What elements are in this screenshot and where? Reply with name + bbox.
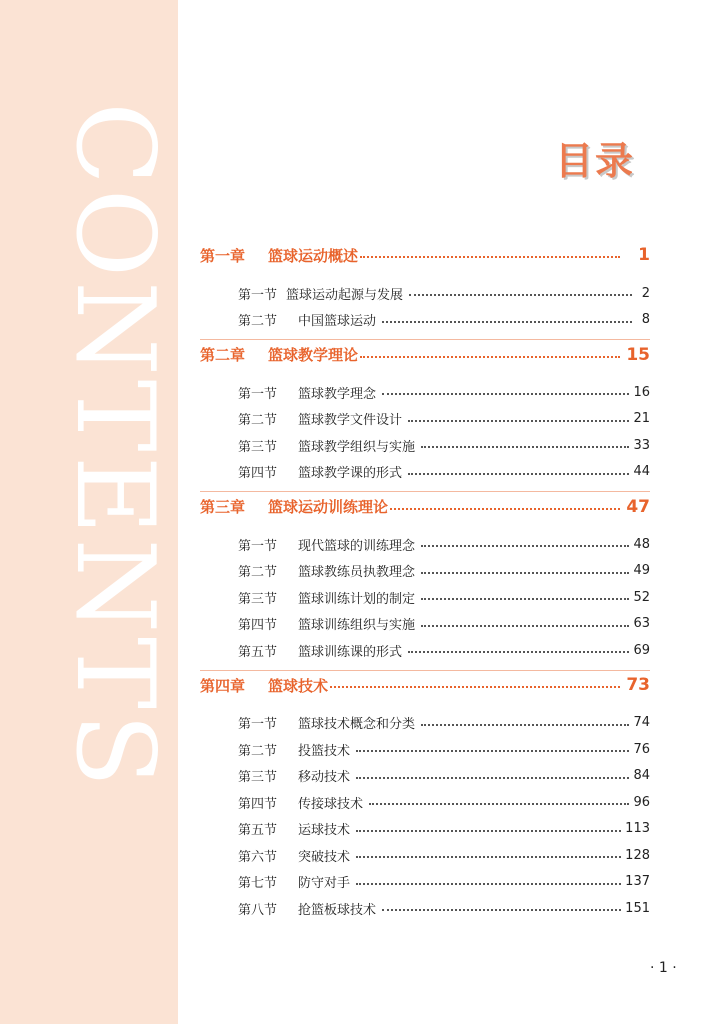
- section-page: 2: [641, 285, 650, 301]
- section-title: 篮球教学理念: [298, 386, 377, 402]
- page-title: 目录: [555, 139, 636, 183]
- section-title: 现代篮球的训练理念: [298, 538, 416, 554]
- dot-leader: [408, 420, 629, 422]
- section-page: 21: [633, 411, 650, 427]
- section-number: 第一节: [238, 538, 278, 554]
- chapter-number: 第三章: [200, 498, 246, 516]
- dot-leader: [356, 830, 621, 832]
- section-page: 74: [633, 715, 650, 731]
- toc-section[interactable]: [200, 307, 650, 334]
- chapter-title: 篮球教学理论: [268, 346, 359, 364]
- section-number: 第三节: [238, 439, 278, 455]
- section-number: 第五节: [238, 644, 278, 660]
- dot-leader: [330, 686, 620, 688]
- section-title: 篮球技术概念和分类: [298, 717, 416, 733]
- section-number: 第四节: [238, 618, 278, 634]
- dot-leader: [356, 750, 629, 752]
- toc-section[interactable]: [200, 763, 650, 790]
- dot-leader: [421, 625, 629, 627]
- toc-chapter-2[interactable]: [200, 339, 650, 369]
- dot-leader: [390, 508, 620, 510]
- toc-section[interactable]: [200, 637, 650, 664]
- dot-leader: [360, 256, 620, 258]
- section-title: 篮球运动起源与发展: [286, 287, 404, 303]
- section-number: 第二节: [238, 314, 278, 330]
- section-title: 防守对手: [298, 876, 351, 892]
- section-number: 第三节: [238, 591, 278, 607]
- section-title: 突破技术: [298, 849, 351, 865]
- toc-section[interactable]: [200, 584, 650, 611]
- toc-section[interactable]: [200, 459, 650, 486]
- section-page: 137: [625, 874, 650, 890]
- toc-section[interactable]: [200, 789, 650, 816]
- section-number: 第四节: [238, 796, 278, 812]
- dot-leader: [356, 883, 621, 885]
- section-page: 49: [633, 563, 650, 579]
- toc-section[interactable]: [200, 869, 650, 896]
- section-page: 44: [633, 464, 650, 480]
- section-page: 76: [633, 741, 650, 757]
- toc-section[interactable]: [200, 280, 650, 307]
- section-page: 8: [641, 312, 650, 328]
- toc-section[interactable]: [200, 432, 650, 459]
- section-page: 113: [625, 821, 650, 837]
- dot-leader: [421, 572, 629, 574]
- dot-leader: [382, 393, 629, 395]
- dot-leader: [409, 294, 632, 296]
- chapter-page: 73: [626, 675, 650, 695]
- section-number: 第五节: [238, 823, 278, 839]
- toc-chapter-1[interactable]: [200, 240, 650, 270]
- section-title: 篮球教学课的形式: [298, 466, 403, 482]
- dot-leader: [369, 803, 629, 805]
- toc-section[interactable]: [200, 611, 650, 638]
- side-band: [0, 0, 178, 1024]
- section-title: 篮球教学组织与实施: [298, 439, 416, 455]
- toc-chapter-3[interactable]: [200, 491, 650, 521]
- chapter-number: 第四章: [200, 676, 246, 695]
- section-number: 第四节: [238, 466, 278, 482]
- toc-section[interactable]: [200, 379, 650, 406]
- section-number: 第二节: [238, 413, 278, 429]
- section-number: 第一节: [238, 386, 278, 402]
- chapter-number: 第二章: [200, 346, 246, 364]
- chapter-number: 第一章: [200, 246, 246, 265]
- section-title: 抢篮板球技术: [298, 902, 377, 918]
- toc-chapter-4[interactable]: [200, 670, 650, 700]
- section-page: 16: [633, 384, 650, 400]
- dot-leader: [421, 598, 629, 600]
- dot-leader: [382, 321, 632, 323]
- chapter-title: 篮球运动训练理论: [268, 498, 389, 516]
- section-title: 传接球技术: [298, 796, 364, 812]
- section-number: 第三节: [238, 770, 278, 786]
- chapter-title: 篮球技术: [268, 676, 329, 695]
- section-page: 128: [625, 847, 650, 863]
- section-title: 篮球训练课的形式: [298, 644, 403, 660]
- section-title: 投篮技术: [298, 743, 351, 759]
- section-page: 52: [633, 589, 650, 605]
- section-number: 第七节: [238, 876, 278, 892]
- dot-leader: [421, 545, 629, 547]
- dot-leader: [356, 856, 621, 858]
- section-title: 篮球训练组织与实施: [298, 618, 416, 634]
- dot-leader: [408, 651, 629, 653]
- section-number: 第八节: [238, 902, 278, 918]
- dot-leader: [382, 909, 621, 911]
- section-page: 33: [633, 437, 650, 453]
- section-title: 中国篮球运动: [298, 314, 377, 330]
- toc-section[interactable]: [200, 710, 650, 737]
- dot-leader: [421, 446, 629, 448]
- table-of-contents: [200, 240, 650, 922]
- section-title: 篮球教练员执教理念: [298, 565, 416, 581]
- toc-section[interactable]: [200, 895, 650, 922]
- section-title: 篮球教学文件设计: [298, 413, 403, 429]
- toc-section[interactable]: [200, 558, 650, 585]
- chapter-page: 47: [626, 496, 650, 517]
- toc-section[interactable]: [200, 531, 650, 558]
- page-number: · 1 ·: [650, 960, 677, 976]
- section-title: 篮球训练计划的制定: [298, 591, 416, 607]
- section-number: 第一节: [238, 287, 278, 303]
- section-page: 96: [633, 794, 650, 810]
- chapter-page: 15: [626, 344, 650, 365]
- dot-leader: [360, 356, 620, 358]
- dot-leader: [421, 724, 629, 726]
- dot-leader: [408, 473, 629, 475]
- section-number: 第二节: [238, 565, 278, 581]
- section-number: 第二节: [238, 743, 278, 759]
- dot-leader: [356, 777, 629, 779]
- section-page: 151: [625, 900, 650, 916]
- section-title: 移动技术: [298, 770, 351, 786]
- section-page: 69: [633, 642, 650, 658]
- section-page: 63: [633, 616, 650, 632]
- section-number: 第一节: [238, 717, 278, 733]
- section-number: 第六节: [238, 849, 278, 865]
- toc-section[interactable]: [200, 816, 650, 843]
- toc-section[interactable]: [200, 736, 650, 763]
- section-title: 运球技术: [298, 823, 351, 839]
- chapter-page: 1: [638, 245, 650, 265]
- toc-section[interactable]: [200, 842, 650, 869]
- toc-section[interactable]: [200, 406, 650, 433]
- side-watermark-word: CONTENTS: [52, 102, 177, 792]
- section-page: 48: [633, 536, 650, 552]
- chapter-title: 篮球运动概述: [268, 246, 359, 265]
- section-page: 84: [633, 768, 650, 784]
